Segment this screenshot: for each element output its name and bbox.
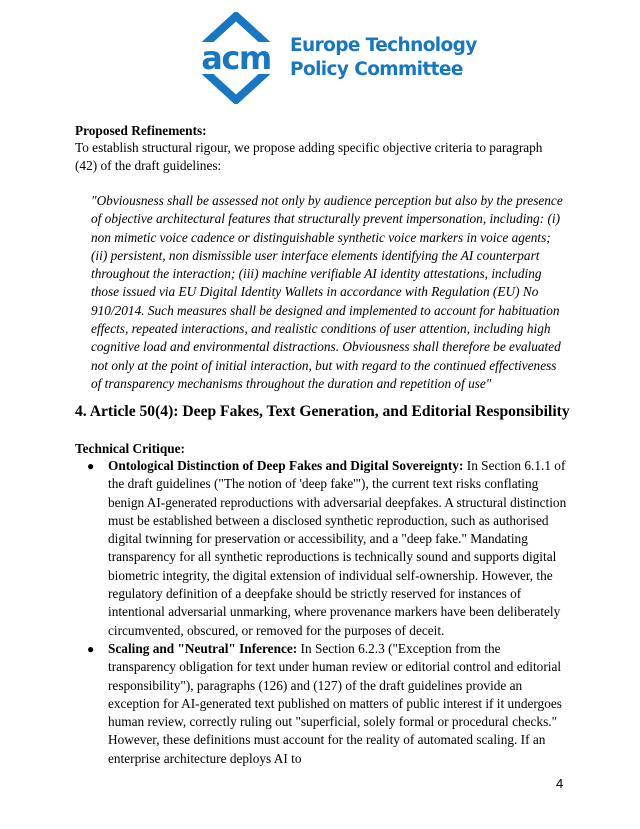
list-item: [75, 457, 567, 640]
acm-diamond-icon: [183, 12, 289, 104]
list-item-title: Ontological Distinction of Deep Fakes and Digital Sovereignty:: [108, 458, 464, 473]
acm-logo-text: acm: [201, 39, 271, 77]
logo-title-line1: Europe Technology: [290, 35, 477, 56]
proposed-text-quote: "Obviousness shall be assessed not only by audience perception but also by the presence of objective architectural features that structurally prevent impersonation, including: (i) non mimetic voice cadence or distinguishable synthetic voice markers in voice agents; (ii) persistent, non dismissible user interface elements identifying the AI counterpart throughout the interaction; (iii) machine verifiable AI identity attestations, including those issued via EU Digital Identity Wallets in accordance with Regulation (EU) No 910/2014. Such measures shall be designed and implemented to account for habituation effects, repeated interactions, and realistic conditions of user attention, including high cognitive load and environmental distractions. Obviousness shall therefore be evaluated not only at the point of initial interaction, but with regard to the continued effectiveness of transparency mechanisms throughout the duration and repetition of use": [91, 193, 563, 391]
critique-list: [75, 457, 567, 768]
logo-committee-name: [290, 34, 477, 82]
logo-title-line2: Policy Committee: [290, 59, 463, 80]
refinements-heading: Proposed Refinements:: [75, 123, 207, 138]
list-item-text: In Section 6.1.1 of the draft guidelines ("The notion of 'deep fake'"), the current text risks conflating benign AI-generated reproductions with adversarial deepfakes. A structural distinction must be established between a disclosed synthetic reproduction, such as authorised digital twinning for preservation or accessibility, and a "deep fake." Mandating transparency for all synthetic reproductions is technically sound and supports digital biometric integrity, the digital extension of individual self-ownership. However, the regulatory definition of a deepfake should be strictly reserved for instances of intentional adversarial unmarking, where provenance markers have been deliberately circumvented, obscured, or removed for the purposes of deceit.: [108, 458, 567, 638]
section-title: 4. Article 50(4): Deep Fakes, Text Generation, and Editorial Responsibility: [75, 403, 570, 420]
critique-heading: Technical Critique:: [75, 441, 185, 456]
bullet-dot-icon: ●: [87, 641, 95, 656]
page-number: 4: [556, 776, 564, 791]
list-item-title: Scaling and "Neutral" Inference:: [108, 640, 298, 656]
bullet-dot-icon: ●: [87, 459, 95, 473]
list-item-text: In Section 6.2.3 ("Exception from the transparency obligation for text under human review or editorial control and editorial responsibility"), paragraphs (126) and (127) of the draft guidelines provide an exception for AI-generated text published on matters of public interest if it undergoes human review, correctly ruling out "superficial, solely formal or procedural checks." However, these definitions must account for the reality of automated scaling. If an enterprise architecture deploys AI to: [108, 640, 562, 766]
refinements-intro: To establish structural rigour, we propose adding specific objective criteria to paragraph (42) of the draft guidelines:: [75, 140, 543, 174]
acm-logo: [183, 12, 477, 104]
list-item: [75, 640, 567, 768]
